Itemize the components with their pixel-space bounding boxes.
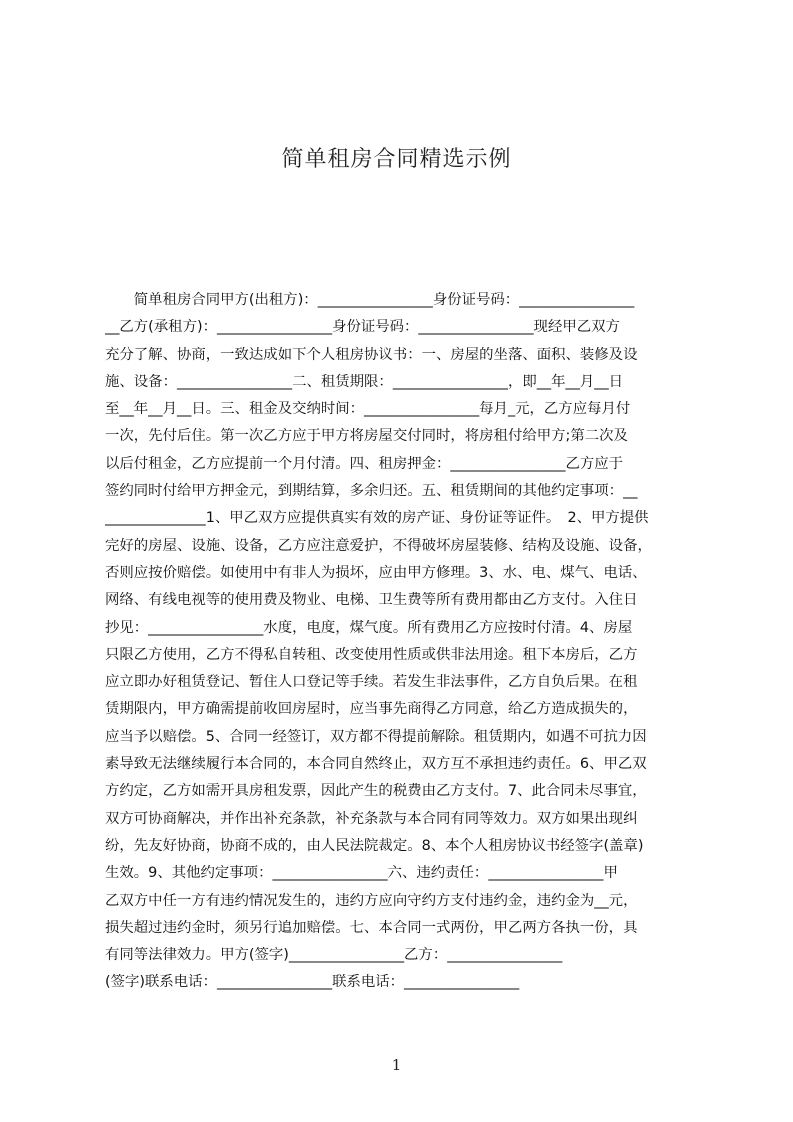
contract-body bbox=[105, 287, 695, 997]
body-line: 完好的房屋、设施、设备，乙方应注意爱护，不得破坏房屋装修、结构及设施、设备， bbox=[105, 537, 652, 554]
body-line: 签约同时付给甲方押金元，到期结算，多余归还。五、租赁期间的其他约定事项：__ bbox=[105, 483, 638, 500]
body-line: 以后付租金，乙方应提前一个月付清。四、租房押金：________________乙方应于 bbox=[105, 455, 624, 472]
body-line: 网络、有线电视等的使用费及物业、电梯、卫生费等所有费用都由乙方支付。入住日 bbox=[105, 592, 638, 609]
body-line: ______________1、甲乙双方应提供真实有效的房产证、身份证等证件。 2、甲方提供 bbox=[105, 510, 649, 527]
body-line: 方约定，乙方如需开具房租发票，因此产生的税费由乙方支付。7、此合同未尽事宜， bbox=[105, 783, 647, 800]
body-line: 施、设备：________________二、租赁期限：________________，即__年__月__日 bbox=[105, 373, 624, 390]
body-line: 应立即办好租赁登记、暂住人口登记等手续。若发生非法事件，乙方自负后果。在租 bbox=[105, 674, 638, 691]
body-line: 有同等法律效力。甲方(签字)________________乙方：________________ bbox=[105, 947, 563, 964]
body-line: 双方可协商解决，并作出补充条款，补充条款与本合同有同等效力。双方如果出现纠 bbox=[105, 810, 638, 827]
body-line: __乙方(承租方)：________________身份证号码：________________现经甲乙双方 bbox=[105, 319, 620, 336]
body-line: 抄见：________________水度，电度，煤气度。所有费用乙方应按时付清。4、房屋 bbox=[105, 619, 633, 636]
body-line: (签字)联系电话：________________联系电话：________________ bbox=[105, 974, 520, 991]
body-line: 简单租房合同甲方(出租方)：________________身份证号码：________________ bbox=[105, 292, 635, 308]
body-line: 纷，先友好协商，协商不成的，由人民法院裁定。8、本个人租房协议书经签字(盖章) bbox=[105, 837, 644, 854]
body-line: 只限乙方使用，乙方不得私自转租、改变使用性质或供非法用途。租下本房后，乙方 bbox=[105, 646, 638, 663]
body-line: 赁期限内，甲方确需提前收回房屋时，应当事先商得乙方同意，给乙方造成损失的， bbox=[105, 701, 638, 718]
body-line: 一次，先付后住。第一次乙方应于甲方将房屋交付同时，将房租付给甲方;第二次及 bbox=[105, 428, 628, 445]
body-line: 损失超过违约金时，须另行追加赔偿。七、本合同一式两份，甲乙两方各执一份，具 bbox=[105, 919, 638, 936]
body-line: 充分了解、协商，一致达成如下个人租房协议书：一、房屋的坐落、面积、装修及设 bbox=[105, 346, 638, 363]
body-line: 乙双方中任一方有违约情况发生的，违约方应向守约方支付违约金，违约金为__元， bbox=[105, 892, 638, 909]
body-line: 生效。9、其他约定事项：________________六、违约责任：________________甲 bbox=[105, 865, 618, 882]
document-title: 简单租房合同精选示例 bbox=[281, 147, 512, 172]
body-line: 否则应按价赔偿。如使用中有非人为损坏，应由甲方修理。3、水、电、煤气、电话、 bbox=[105, 564, 647, 581]
page-number: 1 bbox=[391, 1056, 402, 1074]
body-line: 素导致无法继续履行本合同的，本合同自然终止，双方互不承担违约责任。6、甲乙双 bbox=[105, 756, 647, 773]
body-line: 至__年__月__日。三、租金及交纳时间：________________每月_元，乙方应每月付 bbox=[105, 401, 631, 418]
body-line: 应当予以赔偿。5、合同一经签订，双方都不得提前解除。租赁期内，如遇不可抗力因 bbox=[105, 728, 647, 745]
